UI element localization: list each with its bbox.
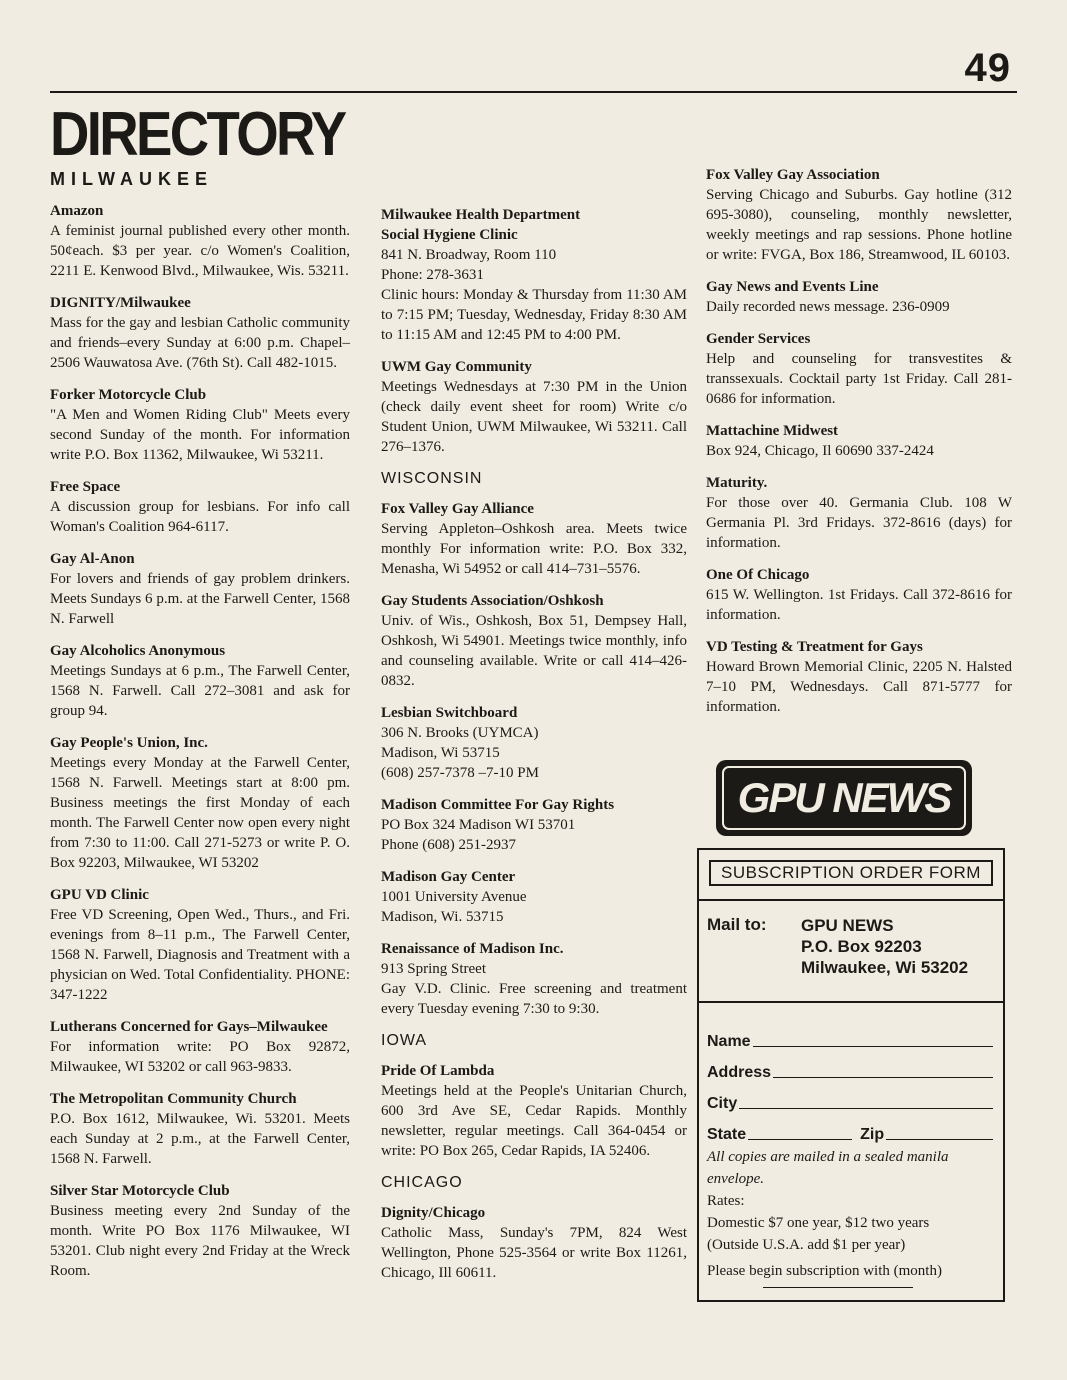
- entry-name: Gay News and Events Line: [706, 279, 879, 295]
- subscription-form: [697, 848, 1005, 1302]
- directory-entry: [381, 1203, 687, 1283]
- section-heading-chicago: CHICAGO: [381, 1174, 463, 1191]
- state-zip-row[interactable]: [707, 1113, 993, 1144]
- state-field-label: State: [707, 1126, 747, 1143]
- entry-body: 1001 University Avenue Madison, Wi. 53715: [381, 889, 527, 925]
- entry-body: "A Men and Women Riding Club" Meets every second Sunday of the month. For information write P.O. Box 11362, Milwaukee, Wi 53211.: [50, 407, 350, 463]
- entry-name: Lesbian Switchboard: [381, 705, 518, 721]
- entry-name: Pride Of Lambda: [381, 1063, 495, 1079]
- entry-name: GPU VD Clinic: [50, 887, 149, 903]
- entry-name: Renaissance of Madison Inc.: [381, 941, 564, 957]
- entry-name: Silver Star Motorcycle Club: [50, 1183, 230, 1199]
- state-field-line[interactable]: [748, 1138, 852, 1140]
- directory-entry: [50, 477, 350, 537]
- directory-entry: [381, 795, 687, 855]
- directory-entry: [706, 329, 1012, 409]
- column-2: [381, 205, 687, 1295]
- rates-label: Rates:: [707, 1193, 745, 1209]
- column-3: [706, 165, 1012, 729]
- entry-body: Business meeting every 2nd Sunday of the month. Write PO Box 1176 Milwaukee, WI 53201. Club night every 2nd Friday at the Wreck Room.: [50, 1203, 350, 1279]
- directory-entry: [50, 201, 350, 281]
- address-field[interactable]: [707, 1051, 993, 1082]
- entry-name: Mattachine Midwest: [706, 423, 839, 439]
- begin-subscription-label: Please begin subscription with (month): [707, 1263, 942, 1279]
- directory-entry: [50, 1017, 350, 1077]
- page-title: DIRECTORY: [50, 100, 345, 169]
- entry-body: Free VD Screening, Open Wed., Thurs., and Fri. evenings from 8–11 p.m., The Farwell Center, 1568 N. Farwell, Diagnosis and Treatment with a physician on Wed. Total Confidentiality. PHONE: 347-1222: [50, 907, 350, 1003]
- directory-entry: [381, 357, 687, 457]
- entry-name: VD Testing & Treatment for Gays: [706, 639, 923, 655]
- logo-frame: [722, 766, 966, 830]
- address-field-label: Address: [707, 1064, 772, 1081]
- entry-name: Gay Alcoholics Anonymous: [50, 643, 226, 659]
- name-field-line[interactable]: [753, 1045, 993, 1047]
- entry-name: The Metropolitan Community Church: [50, 1091, 297, 1107]
- entry-name: Free Space: [50, 479, 121, 495]
- entry-name: Forker Motorcycle Club: [50, 387, 207, 403]
- entry-name: Gay Students Association/Oshkosh: [381, 593, 604, 609]
- directory-entry: [706, 637, 1012, 717]
- entry-body: Meetings Sundays at 6 p.m., The Farwell Center, 1568 N. Farwell. Call 272–3081 and ask for group 94.: [50, 663, 350, 719]
- entry-body: A discussion group for lesbians. For info call Woman's Coalition 964-6117.: [50, 499, 350, 535]
- entry-body: Meetings Wednesdays at 7:30 PM in the Union (check daily event sheet for room) Write c/o Student Union, UWM Milwaukee, Wi 53211. Call 276–1376.: [381, 379, 687, 455]
- entry-name: One Of Chicago: [706, 567, 810, 583]
- page-number: 49: [964, 46, 1011, 90]
- entry-name: Lutherans Concerned for Gays–Milwaukee: [50, 1019, 328, 1035]
- header-rule: [50, 91, 1017, 93]
- gpu-news-logo: [716, 760, 972, 836]
- entry-body: Univ. of Wis., Oshkosh, Box 51, Dempsey Hall, Oshkosh, Wi 54901. Meetings twice monthly, info and counseling available. Write or call 414–426-0832.: [381, 613, 687, 689]
- name-field[interactable]: [707, 1020, 993, 1051]
- mail-to-label: Mail to:: [707, 915, 767, 934]
- entry-body: Serving Appleton–Oshkosh area. Meets twice monthly For information write: P.O. Box 332, Menasha, Wi 54952 or call 414–731–5576.: [381, 521, 687, 577]
- entry-body: Meetings held at the People's Unitarian Church, 600 3rd Ave SE, Cedar Rapids. Monthly newsletter, regular meetings. Call 364-0454 or write: PO Box 265, Cedar Rapids, IA 52406.: [381, 1083, 687, 1159]
- section-heading-wisconsin: WISCONSIN: [381, 470, 483, 487]
- address-field-line[interactable]: [773, 1076, 993, 1078]
- entry-name: UWM Gay Community: [381, 359, 532, 375]
- entry-body: 615 W. Wellington. 1st Fridays. Call 372-8616 for information.: [706, 587, 1012, 623]
- entry-name: Gender Services: [706, 331, 811, 347]
- entry-name: DIGNITY/Milwaukee: [50, 295, 191, 311]
- entry-name: Madison Gay Center: [381, 869, 516, 885]
- entry-body: Meetings every Monday at the Farwell Center, 1568 N. Farwell. Meetings start at 8:00 pm. Business meetings the first Monday of each month. The Farwell Center now open every night from 7:30 to 11:00. Call 271-5273 or write P. O. Box 92203, Milwaukee, WI 53202: [50, 755, 350, 871]
- entry-body: Howard Brown Memorial Clinic, 2205 N. Halsted 7–10 PM, Wednesdays. Call 871-5777 for information.: [706, 659, 1012, 715]
- directory-entry: [706, 165, 1012, 265]
- directory-entry: [706, 565, 1012, 625]
- zip-field-label: Zip: [860, 1126, 885, 1143]
- directory-entry: [381, 591, 687, 691]
- city-field[interactable]: [707, 1082, 993, 1113]
- form-notes: [707, 1146, 993, 1282]
- entry-name: Madison Committee For Gay Rights: [381, 797, 615, 813]
- entry-name: Amazon: [50, 203, 104, 219]
- zip-field-line[interactable]: [886, 1138, 993, 1140]
- entry-name: Gay People's Union, Inc.: [50, 735, 208, 751]
- directory-entry: [50, 641, 350, 721]
- form-title: SUBSCRIPTION ORDER FORM: [709, 860, 993, 886]
- city-field-label: City: [707, 1095, 738, 1112]
- entry-body: Daily recorded news message. 236-0909: [706, 299, 950, 315]
- entry-body: Serving Chicago and Suburbs. Gay hotline (312 695-3080), counseling, monthly newsletter, weekly meetings and rap sessions. Phone hotline or write: FVGA, Box 186, Streamwood, IL 60103.: [706, 187, 1012, 263]
- entry-body: Help and counseling for transvestites & transsexuals. Cocktail party 1st Friday. Call 281-0686 for information.: [706, 351, 1012, 407]
- directory-entry: [50, 733, 350, 873]
- directory-entry: [50, 1181, 350, 1281]
- directory-entry: [706, 473, 1012, 553]
- directory-entry: [381, 499, 687, 579]
- section-heading-milwaukee: MILWAUKEE: [50, 169, 214, 189]
- entry-body: 306 N. Brooks (UYMCA) Madison, Wi 53715 (608) 257-7378 –7-10 PM: [381, 725, 539, 781]
- mail-address-line: Milwaukee, Wi 53202: [801, 958, 969, 977]
- entry-name: Milwaukee Health Department Social Hygiene Clinic: [381, 207, 581, 243]
- entry-name: Fox Valley Gay Alliance: [381, 501, 534, 517]
- directory-entry: [706, 421, 1012, 461]
- entry-body: 841 N. Broadway, Room 110 Phone: 278-3631 Clinic hours: Monday & Thursday from 11:30 AM to 7:15 PM; Tuesday, Wednesday, Friday 8:30 AM to 11:15 AM and 12:45 PM to 4:00 PM.: [381, 247, 687, 343]
- entry-body: Catholic Mass, Sunday's 7PM, 824 West Wellington, Phone 525-3564 or write Box 11261, Chicago, Ill 60611.: [381, 1225, 687, 1281]
- entry-body: For those over 40. Germania Club. 108 W Germania Pl. 3rd Fridays. 372-8616 (days) for information.: [706, 495, 1012, 551]
- entry-body: Mass for the gay and lesbian Catholic community and friends–every Sunday at 6:00 p.m. Chapel–2506 Wauwatosa Ave. (76th St). Call 482-1015.: [50, 315, 350, 371]
- column-1: [50, 201, 350, 1293]
- mail-to-block: [699, 899, 1003, 1003]
- directory-entry: [381, 205, 687, 345]
- logo-text: GPU NEWS: [737, 774, 951, 821]
- entry-body: Box 924, Chicago, Il 60690 337-2424: [706, 443, 934, 459]
- entry-name: Fox Valley Gay Association: [706, 167, 880, 183]
- month-field-line[interactable]: [763, 1287, 913, 1288]
- mail-address: [801, 915, 968, 978]
- form-fields: [707, 1020, 993, 1144]
- entry-body: 913 Spring Street Gay V.D. Clinic. Free screening and treatment every Tuesday evening 7:30 to 9:30.: [381, 961, 687, 1017]
- directory-entry: [706, 277, 1012, 317]
- directory-entry: [50, 385, 350, 465]
- directory-entry: [50, 885, 350, 1005]
- rates-domestic: Domestic $7 one year, $12 two years: [707, 1215, 930, 1231]
- entry-body: For information write: PO Box 92872, Milwaukee, WI 53202 or call 963-9833.: [50, 1039, 350, 1075]
- entry-body: P.O. Box 1612, Milwaukee, Wi. 53201. Meets each Sunday at 2 p.m., at the Farwell Center, 1568 N. Farwell.: [50, 1111, 350, 1167]
- mailing-note: All copies are mailed in a sealed manila envelope.: [707, 1149, 949, 1187]
- entry-name: Maturity.: [706, 475, 768, 491]
- directory-entry: [50, 293, 350, 373]
- city-field-line[interactable]: [739, 1107, 993, 1109]
- directory-entry: [381, 939, 687, 1019]
- directory-entry: [381, 1061, 687, 1161]
- directory-entry: [381, 867, 687, 927]
- entry-body: A feminist journal published every other month. 50¢each. $3 per year. c/o Women's Coalition, 2211 E. Kenwood Blvd., Milwaukee, Wis. 53211.: [50, 223, 350, 279]
- name-field-label: Name: [707, 1033, 751, 1050]
- entry-body: For lovers and friends of gay problem drinkers. Meets Sundays 6 p.m. at the Farwell Center, 1568 N. Farwell: [50, 571, 350, 627]
- entry-name: Gay Al-Anon: [50, 551, 135, 567]
- entry-name: Dignity/Chicago: [381, 1205, 486, 1221]
- directory-entry: [50, 1089, 350, 1169]
- directory-entry: [381, 703, 687, 783]
- entry-body: PO Box 324 Madison WI 53701 Phone (608) 251-2937: [381, 817, 576, 853]
- directory-entry: [50, 549, 350, 629]
- mail-address-line: GPU NEWS: [801, 916, 894, 935]
- mail-address-line: P.O. Box 92203: [801, 937, 922, 956]
- section-heading-iowa: IOWA: [381, 1032, 428, 1049]
- rates-outside: (Outside U.S.A. add $1 per year): [707, 1237, 906, 1253]
